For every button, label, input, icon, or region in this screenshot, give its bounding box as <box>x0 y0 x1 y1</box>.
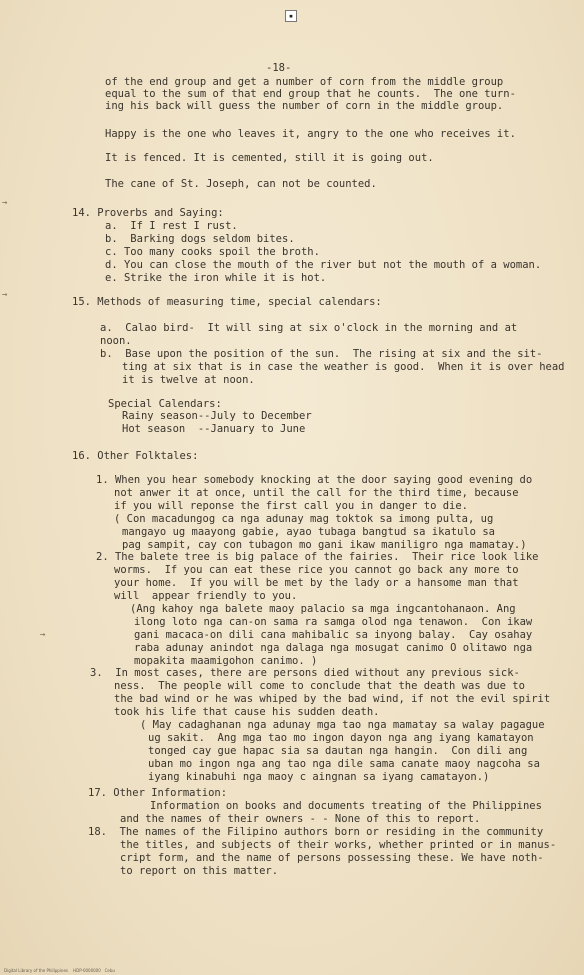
text-line: to report on this matter. <box>120 865 279 877</box>
text-line: it is twelve at noon. <box>122 374 255 386</box>
text-line: It is fenced. It is cemented, still it is going out. <box>105 152 434 164</box>
text-line: ( May cadaghanan nga adunay mga tao nga mamatay sa walay pagague <box>140 719 545 731</box>
text-line: 16. Other Folktales: <box>72 450 199 462</box>
text-line: mangayo ug maayong gabie, ayao tubaga bangtud sa ikatulo sa <box>122 526 495 538</box>
text-line: b. Base upon the position of the sun. The rising at six and the sit- <box>100 348 543 360</box>
text-line: of the end group and get a number of corn from the middle group <box>105 76 504 88</box>
text-line: (Ang kahoy nga balete maoy palacio sa mga ingcantohanaon. Ang <box>130 603 516 615</box>
text-line: the titles, and subjects of their works, whether printed or in manus- <box>120 839 557 851</box>
text-line: will appear friendly to you. <box>114 590 298 602</box>
text-line: 15. Methods of measuring time, special calendars: <box>72 296 382 308</box>
text-line: gani macaca-on dili cana mahibalic sa inyong balay. Cay osahay <box>134 629 533 641</box>
text-line: not anwer it at once, until the call for the third time, because <box>114 487 519 499</box>
text-line: cript form, and the name of persons possessing these. We have noth- <box>120 852 544 864</box>
text-line: noon. <box>100 335 132 347</box>
text-line: Special Calendars: <box>108 398 222 410</box>
text-line: worms. If you can eat these rice you cannot go back any more to <box>114 564 519 576</box>
text-line: Rainy season--July to December <box>122 410 312 422</box>
text-line: raba adunay anindot nga dalaga nga mosugat canimo O olitawo nga <box>134 642 533 654</box>
margin-arrow-icon: → <box>2 198 8 208</box>
text-line: Happy is the one who leaves it, angry to the one who receives it. <box>105 128 516 140</box>
text-line: Hot season --January to June <box>122 423 306 435</box>
text-line: e. Strike the iron while it is hot. <box>105 272 327 284</box>
text-line: 3. In most cases, there are persons died without any previous sick- <box>90 667 520 679</box>
text-line: ing his back will guess the number of corn in the middle group. <box>105 100 504 112</box>
text-line: equal to the sum of that end group that he counts. The one turn- <box>105 88 516 100</box>
text-line: ilong loto nga can-on sama ra samga olod nga tenawon. Con ikaw <box>134 616 533 628</box>
text-line: if you will reponse the first call you in danger to die. <box>114 500 469 512</box>
text-line: mopakita maamigohon canimo. ) <box>134 655 318 667</box>
text-line: ness. The people will come to conclude that the death was due to <box>114 680 525 692</box>
footer-note: Digital Library of the Philippines HDP-0000000 Cebu <box>4 968 115 973</box>
text-line: c. Too many cooks spoil the broth. <box>105 246 320 258</box>
text-line: 17. Other Information: <box>88 787 228 799</box>
text-line: pag sampit, cay con tubagon mo gani ikaw maniligro nga mamatay.) <box>122 539 527 551</box>
text-line: a. If I rest I rust. <box>105 220 238 232</box>
page-number: -18- <box>266 62 292 74</box>
text-line: 18. The names of the Filipino authors born or residing in the community <box>88 826 544 838</box>
text-line: 2. The balete tree is big palace of the fairies. Their rice look like <box>96 551 539 563</box>
text-line: d. You can close the mouth of the river but not the mouth of a woman. <box>105 259 542 271</box>
page-marker-icon: ▪ <box>285 10 297 22</box>
text-line: uban mo ingon nga ang tao nga dile sama canate maoy nagcoha sa <box>148 758 540 770</box>
text-line: and the names of their owners - - None of this to report. <box>120 813 481 825</box>
text-line: 14. Proverbs and Saying: <box>72 207 224 219</box>
text-line: took his life that cause his sudden death. <box>114 706 380 718</box>
margin-arrow-icon: → <box>40 630 46 640</box>
text-line: ting at six that is in case the weather is good. When it is over head <box>122 361 565 373</box>
margin-arrow-icon: → <box>2 290 8 300</box>
text-line: ug sakit. Ang mga tao mo ingon dayon nga ang iyang kamatayon <box>148 732 534 744</box>
text-line: ( Con macadungog ca nga adunay mag toktok sa imong pulta, ug <box>114 513 494 525</box>
text-line: tonged cay gue hapac sia sa dautan nga hangin. Con dili ang <box>148 745 528 757</box>
text-line: your home. If you will be met by the lady or a hansome man that <box>114 577 519 589</box>
text-line: Information on books and documents treating of the Philippines <box>150 800 542 812</box>
text-line: the bad wind or he was whiped by the bad wind, if not the evil spirit <box>114 693 551 705</box>
text-line: The cane of St. Joseph, can not be counted. <box>105 178 377 190</box>
text-line: iyang kinabuhi nga maoy c aingnan sa iyang camatayon.) <box>148 771 490 783</box>
text-line: 1. When you hear somebody knocking at the door saying good evening do <box>96 474 533 486</box>
text-line: a. Calao bird- It will sing at six o'clock in the morning and at <box>100 322 518 334</box>
text-line: b. Barking dogs seldom bites. <box>105 233 295 245</box>
